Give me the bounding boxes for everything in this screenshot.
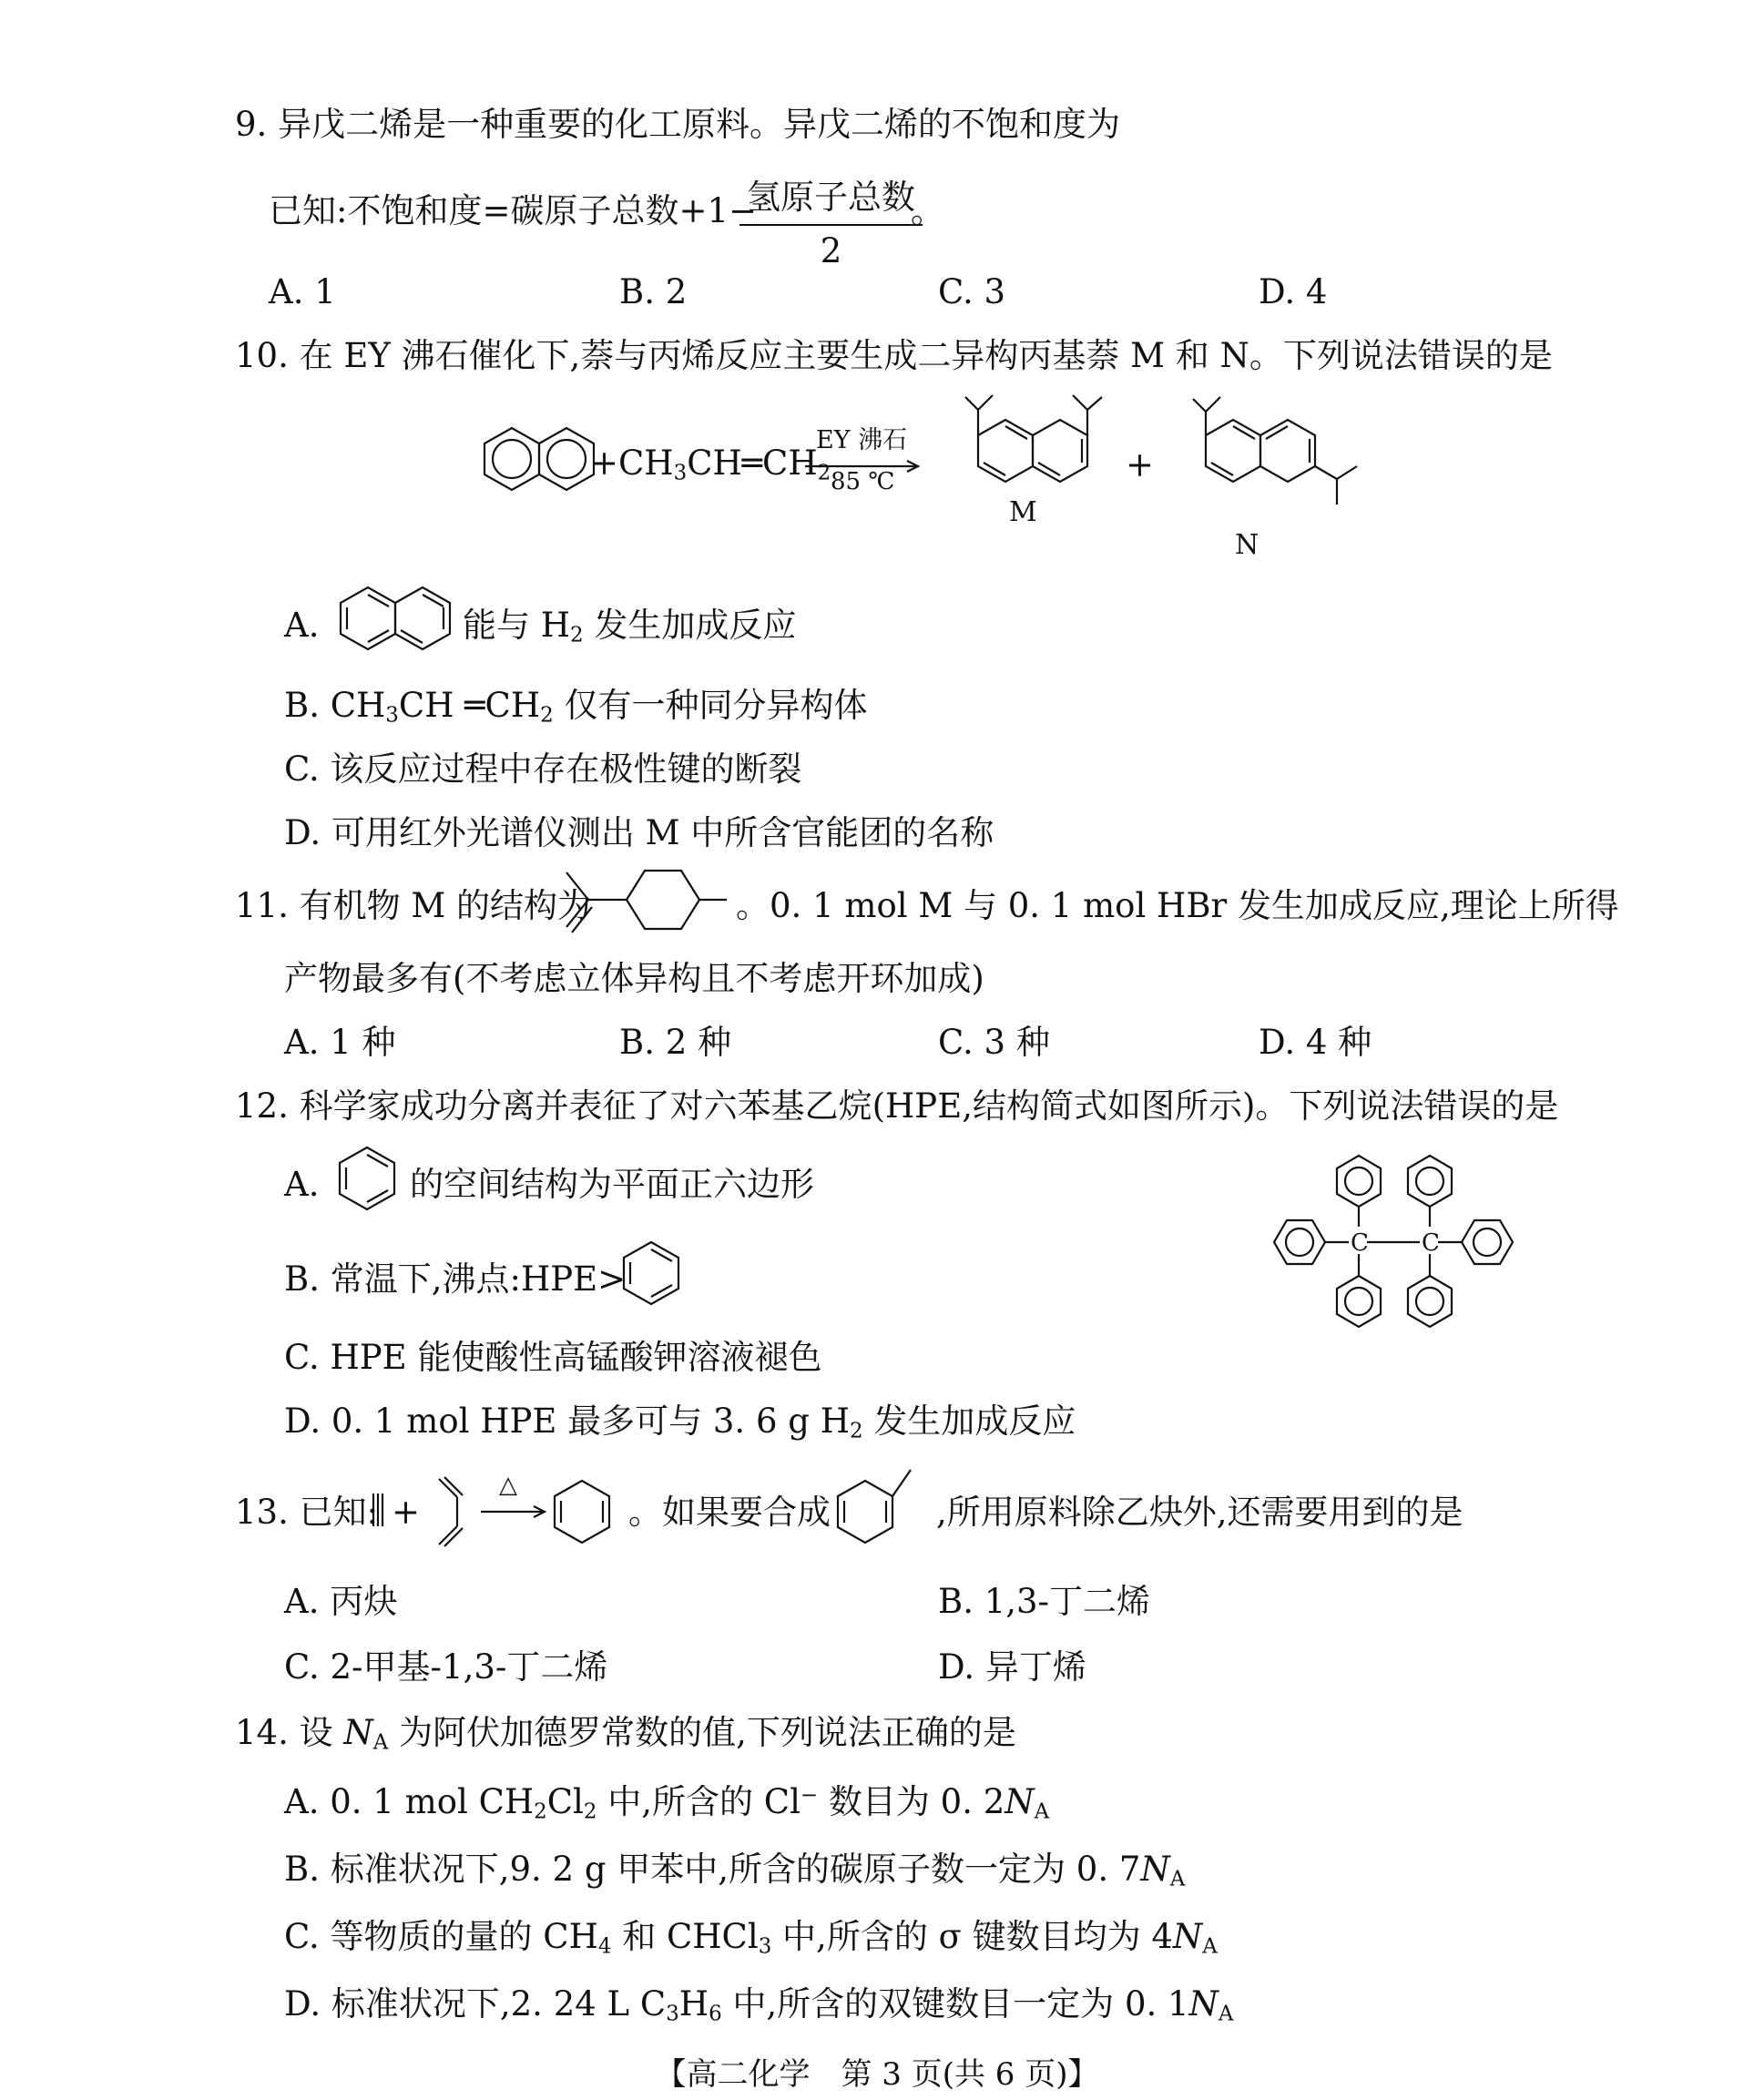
butadiene-icon	[435, 1477, 472, 1546]
q10-option-a-letter[interactable]: A.	[284, 606, 320, 645]
q13-arrow-icon	[481, 1504, 550, 1519]
q13-option-a[interactable]: A. 丙炔	[284, 1582, 398, 1621]
q13-option-b[interactable]: B. 1,3-丁二烯	[938, 1582, 1151, 1621]
q12-stem: 12. 科学家成功分离并表征了对六苯基乙烷(HPE,结构简式如图所示)。下列说法错误的是	[235, 1086, 1559, 1126]
q9-stem: 9. 异戊二烯是一种重要的化工原料。异戊二烯的不饱和度为	[235, 105, 1121, 144]
q12-option-a-text[interactable]: 的空间结构为平面正六边形	[410, 1165, 814, 1204]
q13-option-d[interactable]: D. 异丁烯	[938, 1647, 1086, 1687]
q9-hint	[269, 191, 758, 230]
q10-option-c[interactable]: C. 该反应过程中存在极性键的断裂	[284, 749, 802, 789]
q10-option-d[interactable]: D. 可用红外光谱仪测出 M 中所含官能团的名称	[284, 813, 994, 852]
q11-molecule-structure	[566, 869, 727, 931]
q13-stem-prefix: 13. 已知:	[235, 1493, 379, 1532]
q14-option-d[interactable]: D. 标准状况下,2. 24 L $C_3H_6$ 中,所含的双键数目一定为 0. $1N_A$	[284, 1984, 1234, 2026]
hpe-c-left: C	[1351, 1229, 1369, 1257]
q14-option-c[interactable]: C. 等物质的量的 $CH_4$ 和 CHCl$_3$ 中,所含的 σ 键数目均为 $4N_A$	[284, 1917, 1218, 1959]
q11-stem-line2: 产物最多有(不考虑立体异构且不考虑开环加成)	[284, 959, 984, 998]
q14-option-a[interactable]: A. 0. 1 mol $CH_2Cl_2$ 中,所含的 Cl− 数目为 0. $2N_A$	[284, 1782, 1050, 1824]
q13-plus: +	[392, 1493, 421, 1532]
methylcyclohexadiene-icon	[836, 1470, 918, 1546]
q9-option-a[interactable]: A. 1	[269, 272, 336, 311]
hpe-c-right: C	[1422, 1229, 1440, 1257]
q14-stem: 14. 设 $N_A$ 为阿伏加德罗常数的值,下列说法正确的是	[235, 1713, 1016, 1755]
q9-hint-prefix: 已知:不饱和度=碳原子总数+1−	[269, 191, 758, 230]
q9-option-c[interactable]: C. 3	[938, 272, 1006, 311]
q12-option-a-letter[interactable]: A.	[284, 1165, 320, 1204]
q12-option-b-text[interactable]: B. 常温下,沸点:HPE>	[284, 1259, 627, 1299]
naphthalene-structure	[475, 428, 585, 492]
q9-hint-suffix: 。	[911, 191, 944, 230]
q13-stem-suffix: ,所用原料除乙炔外,还需要用到的是	[936, 1493, 1463, 1532]
hpe-structure	[1252, 1143, 1516, 1343]
product-n-label: N	[1235, 529, 1259, 561]
product-n-structure	[1193, 401, 1357, 519]
q11-option-a[interactable]: A. 1 种	[284, 1023, 396, 1062]
q10-temperature: 85 ℃	[831, 468, 895, 495]
cyclohexadiene-icon	[554, 1481, 610, 1544]
q11-stem-suffix: 。0. 1 mol M 与 0. 1 mol HBr 发生加成反应,理论上所得	[736, 886, 1619, 925]
q9-option-b[interactable]: B. 2	[619, 272, 688, 311]
q12-benzene-icon-b	[623, 1242, 679, 1306]
q10-plus: +	[1126, 445, 1155, 484]
q11-option-c[interactable]: C. 3 种	[938, 1023, 1050, 1062]
q12-benzene-icon-a	[339, 1147, 395, 1211]
q12-option-d[interactable]: D. 0. 1 mol HPE 最多可与 3. 6 g $H_2$ 发生加成反应	[284, 1402, 1076, 1443]
product-m-label: M	[1009, 496, 1037, 528]
q10-option-a-text[interactable]: 能与 $H_2$ 发生加成反应	[463, 606, 797, 647]
q9-fraction	[739, 169, 923, 270]
q12-option-c[interactable]: C. HPE 能使酸性高锰酸钾溶液褪色	[284, 1338, 822, 1377]
q10-option-b[interactable]: B. $CH_3CH$ $═CH_2$ 仅有一种同分异构体	[284, 686, 868, 728]
q9-fraction-denominator: 2	[820, 231, 842, 270]
q11-option-b[interactable]: B. 2 种	[619, 1023, 732, 1062]
q10-reagent: $+CH_3CH═CH_2$	[590, 443, 831, 485]
page-footer: 【高二化学 第 3 页(共 6 页)】	[655, 2056, 1099, 2093]
q11-option-d[interactable]: D. 4 种	[1259, 1023, 1372, 1062]
q10-catalyst: EY 沸石	[816, 426, 908, 454]
q9-fraction-numerator: 氢原子总数	[739, 169, 923, 226]
q10-stem: 10. 在 EY 沸石催化下,萘与丙烯反应主要生成二异构丙基萘 M 和 N。下列说法错误的是	[235, 336, 1553, 375]
q10-option-a-naphthalene	[335, 587, 454, 651]
q14-option-b[interactable]: B. 标准状况下,9. 2 g 甲苯中,所含的碳原子数一定为 0. $7N_A$	[284, 1850, 1186, 1891]
product-m-structure	[965, 397, 1129, 506]
q13-option-c[interactable]: C. 2-甲基-1,3-丁二烯	[284, 1647, 608, 1687]
acetylene-icon	[372, 1493, 384, 1526]
q9-option-d[interactable]: D. 4	[1259, 272, 1328, 311]
q13-stem-mid: 。如果要合成	[628, 1493, 831, 1532]
q11-stem-prefix: 11. 有机物 M 的结构为	[235, 886, 592, 925]
q13-heat: △	[499, 1472, 517, 1499]
